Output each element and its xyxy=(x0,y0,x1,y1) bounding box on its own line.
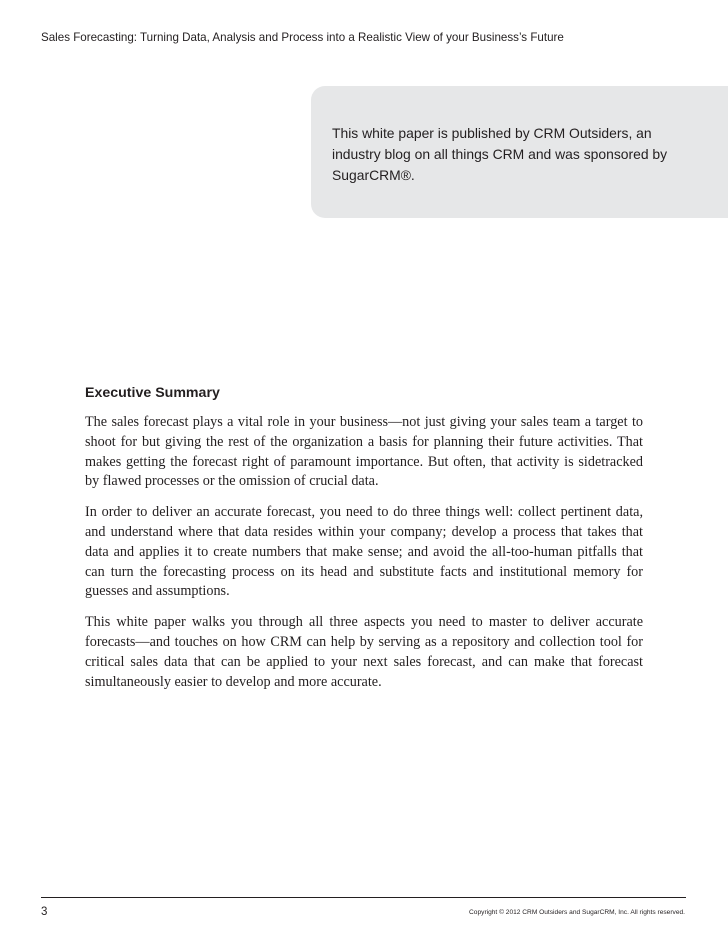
running-header-title: Sales Forecasting: Turning Data, Analysis and Process into a Realistic View of your Business’s Future xyxy=(41,31,564,44)
summary-paragraph-1: The sales forecast plays a vital role in your business—not just giving your sales team a target to shoot for but giving the rest of the organization a basis for planning their future activities. That makes getting the forecast right of paramount importance. But often, that activity is sidetracked by flawed processes or the omission of crucial data. xyxy=(85,414,643,490)
sponsor-callout-box xyxy=(311,86,728,218)
section-title: Executive Summary xyxy=(85,385,220,401)
page-number: 3 xyxy=(41,906,48,918)
executive-summary-section xyxy=(85,383,643,703)
copyright-notice: Copyright © 2012 CRM Outsiders and SugarCRM, Inc. All rights reserved. xyxy=(469,909,685,916)
summary-paragraph-3: This white paper walks you through all three aspects you need to master to deliver accurate forecasts—and touches on how CRM can help by serving as a repository and collection tool for critical sales data that can be applied to your next sales forecast, and can make that forecast simultaneously easier to develop and more accurate. xyxy=(85,614,643,690)
footer-divider xyxy=(41,897,686,898)
sponsor-callout-text: This white paper is published by CRM Outsiders, an industry blog on all things CRM and was sponsored by SugarCRM®. xyxy=(332,125,668,183)
summary-paragraph-2: In order to deliver an accurate forecast, you need to do three things well: collect pertinent data, and understand where that data resides within your company; develop a process that takes that data and applies it to create numbers that make sense; and avoid the all-too-human pitfalls that can turn the forecasting process on its head and substitute facts and institutional memory for guesses and assumptions. xyxy=(85,504,643,600)
